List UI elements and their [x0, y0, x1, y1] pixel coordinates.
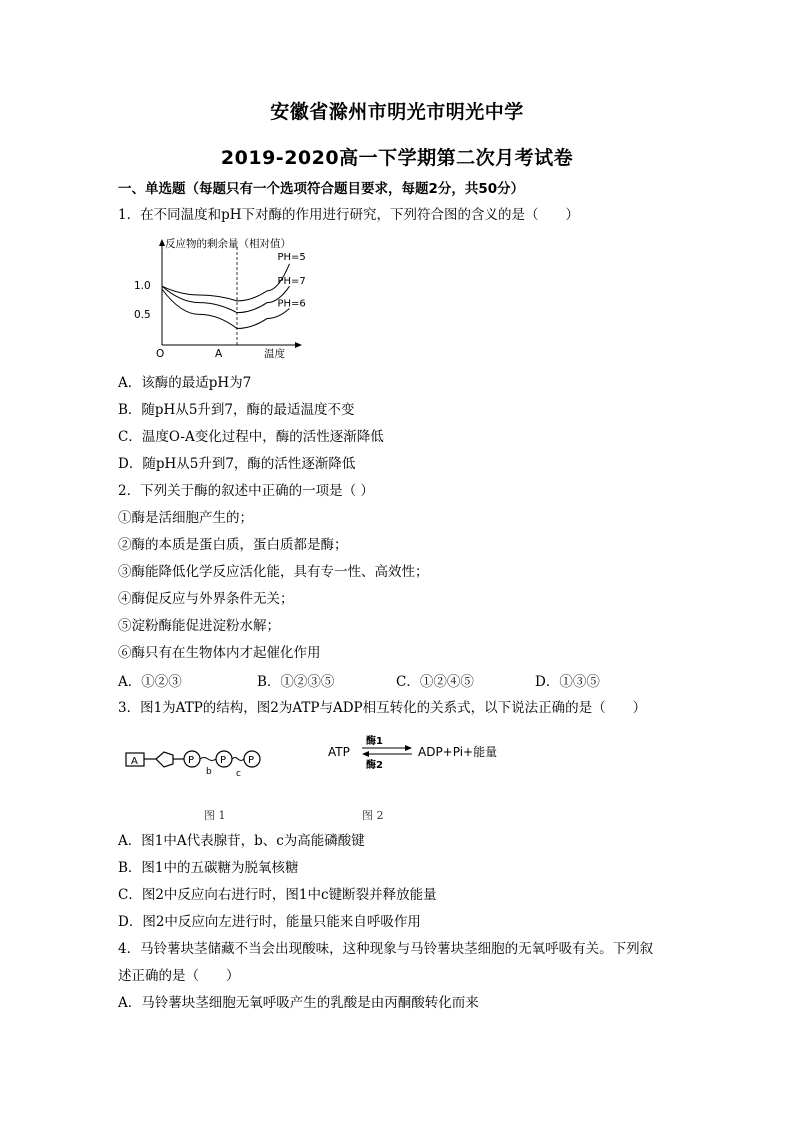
adenine-label: A [131, 756, 138, 767]
phosphate-2-label: P [220, 755, 227, 766]
series-line-ph5 [162, 264, 290, 301]
question-3-option-b: B．图1中的五碳糖为脱氧核糖 [118, 860, 299, 876]
y-tick-05: 0.5 [134, 309, 151, 321]
exam-title-paper: 2019-2020高一下学期第二次月考试卷 [220, 147, 574, 169]
x-axis-label: 温度 [264, 348, 285, 360]
question-2-item-2: ②酶的本质是蛋白质，蛋白质都是酶； [118, 537, 348, 553]
atp-structure-figure [122, 742, 272, 787]
question-3-option-c: C．图2中反应向右进行时，图1中c键断裂并释放能量 [118, 887, 437, 903]
y-tick-1: 1.0 [134, 280, 151, 292]
question-1-option-c: C．温度O-A变化过程中，酶的活性逐渐降低 [118, 429, 384, 445]
question-2-option-c: C．①②④⑤ [396, 674, 474, 690]
question-3-stem: 3．图1为ATP的结构，图2为ATP与ADP相互转化的关系式，以下说法正确的是（ ） [118, 700, 647, 716]
question-1-option-a: A．该酶的最适pH为7 [118, 375, 252, 391]
question-2-item-1: ①酶是活细胞产生的； [118, 510, 253, 526]
question-2-item-3: ③酶能降低化学反应活化能，具有专一性、高效性； [118, 564, 429, 580]
exam-title-school: 安徽省滁州市明光市明光中学 [270, 101, 524, 123]
question-2-option-d: D．①③⑤ [535, 674, 600, 690]
atp-adp-conversion-figure [328, 734, 498, 774]
enzyme-1-label: 酶1 [366, 736, 383, 747]
bond-c-label: c [236, 769, 241, 779]
high-energy-bond-c [232, 758, 244, 761]
phosphate-1-label: P [188, 755, 195, 766]
figure-1-caption: 图 1 [204, 809, 226, 822]
enzyme-2-label: 酶2 [366, 760, 383, 771]
series-label-ph6: PH=6 [277, 298, 306, 310]
bond-b-label: b [206, 767, 212, 777]
question-4-stem-line-2: 述正确的是（ ） [118, 968, 240, 984]
question-2-item-6: ⑥酶只有在生物体内才起催化作用 [118, 645, 321, 661]
question-2-option-b: B．①②③⑤ [257, 674, 335, 690]
enzyme-chart [132, 233, 306, 363]
question-1-option-d: D．随pH从5升到7，酶的活性逐渐降低 [118, 456, 356, 472]
question-2-stem: 2．下列关于酶的叙述中正确的一项是（ ） [118, 483, 374, 499]
atp-label: ATP [328, 745, 350, 759]
question-2-item-4: ④酶促反应与外界条件无关； [118, 591, 294, 607]
phosphate-3-label: P [248, 755, 255, 766]
x-axis-arrow [295, 342, 302, 348]
series-label-ph5: PH=5 [277, 251, 306, 263]
question-2-option-a: A．①②③ [118, 674, 182, 690]
x-tick-a: A [215, 348, 223, 360]
high-energy-bond-b [200, 758, 216, 761]
question-2-item-5: ⑤淀粉酶能促进淀粉水解； [118, 618, 280, 634]
adp-pi-energy-label: ADP+Pi+能量 [418, 745, 498, 759]
y-axis-label: 反应物的剩余量（相对值） [165, 238, 291, 250]
question-1-option-b: B．随pH从5升到7，酶的最适温度不变 [118, 402, 355, 418]
series-line-ph6 [162, 289, 290, 328]
ribose-pentagon [156, 752, 173, 767]
question-1-stem: 1．在不同温度和pH下对酶的作用进行研究，下列符合图的含义的是（ ） [118, 207, 580, 223]
section-heading: 一、单选题（每题只有一个选项符合题目要求，每题2分，共50分） [118, 181, 525, 197]
question-4-option-a: A．马铃薯块茎细胞无氧呼吸产生的乳酸是由丙酮酸转化而来 [118, 995, 479, 1011]
question-3-option-a: A．图1中A代表腺苷，b、c为高能磷酸键 [118, 833, 365, 849]
figure-2-caption: 图 2 [362, 809, 384, 822]
series-label-ph7: PH=7 [277, 276, 306, 288]
question-4-stem-line-1: 4．马铃薯块茎储藏不当会出现酸味，这种现象与马铃薯块茎细胞的无氧呼吸有关。下列叙 [118, 941, 654, 957]
x-tick-o: O [156, 348, 165, 360]
question-3-option-d: D．图2中反应向左进行时，能量只能来自呼吸作用 [118, 914, 421, 930]
